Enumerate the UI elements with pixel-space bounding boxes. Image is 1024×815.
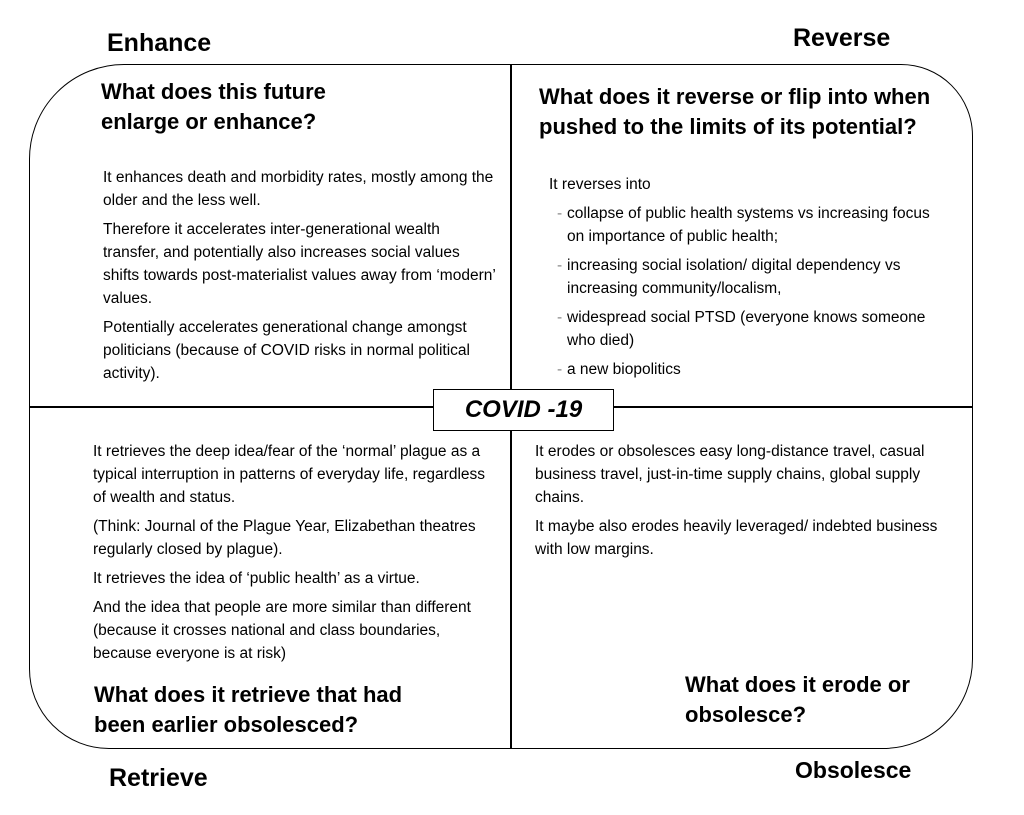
- reverse-label: Reverse: [793, 24, 891, 52]
- retrieve-paragraph: And the idea that people are more similar than different (because it crosses national and class boundaries, because everyone is at risk): [93, 599, 471, 662]
- reverse-question-line1: What does it reverse or flip into when: [539, 84, 931, 109]
- obsolesce-label: Obsolesce: [795, 757, 912, 783]
- reverse-bullet-text: collapse of public health systems vs increasing focus on importance of public health;: [567, 205, 930, 245]
- reverse-question: [539, 82, 930, 142]
- enhance-question: [101, 77, 326, 137]
- retrieve-paragraph: (Think: Journal of the Plague Year, Elizabethan theatres regularly closed by plague).: [93, 518, 476, 558]
- reverse-bullet: [549, 358, 949, 381]
- reverse-bullet: [549, 254, 949, 300]
- reverse-body: [549, 173, 949, 387]
- obsolesce-body: [535, 440, 945, 567]
- retrieve-paragraph: It retrieves the idea of ‘public health’ as a virtue.: [93, 570, 420, 587]
- retrieve-question: [94, 680, 402, 740]
- reverse-intro: It reverses into: [549, 176, 651, 193]
- reverse-bullet: [549, 306, 949, 352]
- dash-icon: -: [557, 257, 563, 274]
- enhance-label: Enhance: [107, 29, 212, 57]
- retrieve-paragraph: It retrieves the deep idea/fear of the ‘normal’ plague as a typical interruption in patterns of everyday life, regardless of wealth and status.: [93, 443, 486, 506]
- enhance-question-line1: What does this future: [101, 79, 326, 104]
- reverse-bullet-text: widespread social PTSD (everyone knows someone who died): [567, 309, 926, 349]
- obsolesce-question: [685, 670, 910, 730]
- retrieve-label: Retrieve: [109, 764, 208, 792]
- obsolesce-question-line2: obsolesce?: [685, 702, 807, 727]
- enhance-paragraph: Potentially accelerates generational change amongst politicians (because of COVID risks in normal political activity).: [103, 319, 470, 382]
- retrieve-body: [93, 440, 488, 671]
- dash-icon: -: [557, 205, 563, 222]
- reverse-bullet-text: increasing social isolation/ digital dependency vs increasing community/localism,: [567, 257, 901, 297]
- retrieve-question-line2: been earlier obsolesced?: [94, 712, 359, 737]
- obsolesce-paragraph: It maybe also erodes heavily leveraged/ indebted business with low margins.: [535, 518, 938, 558]
- dash-icon: -: [557, 361, 563, 378]
- dash-icon: -: [557, 309, 563, 326]
- retrieve-question-line1: What does it retrieve that had: [94, 682, 403, 707]
- reverse-bullet: [549, 202, 949, 248]
- obsolesce-paragraph: It erodes or obsolesces easy long-distance travel, casual business travel, just-in-time supply chains, global supply chains.: [535, 443, 925, 506]
- reverse-bullet-list: [549, 202, 949, 381]
- reverse-bullet-text: a new biopolitics: [567, 361, 681, 378]
- obsolesce-question-line1: What does it erode or: [685, 672, 910, 697]
- enhance-question-line2: enlarge or enhance?: [101, 109, 317, 134]
- enhance-paragraph: It enhances death and morbidity rates, mostly among the older and the less well.: [103, 169, 494, 209]
- center-topic-label: COVID -19: [433, 389, 614, 431]
- reverse-question-line2: pushed to the limits of its potential?: [539, 114, 917, 139]
- enhance-body: [103, 166, 498, 391]
- enhance-paragraph: Therefore it accelerates inter-generational wealth transfer, and potentially also increases social values shifts towards post-materialist values away from ‘modern’ values.: [103, 221, 496, 307]
